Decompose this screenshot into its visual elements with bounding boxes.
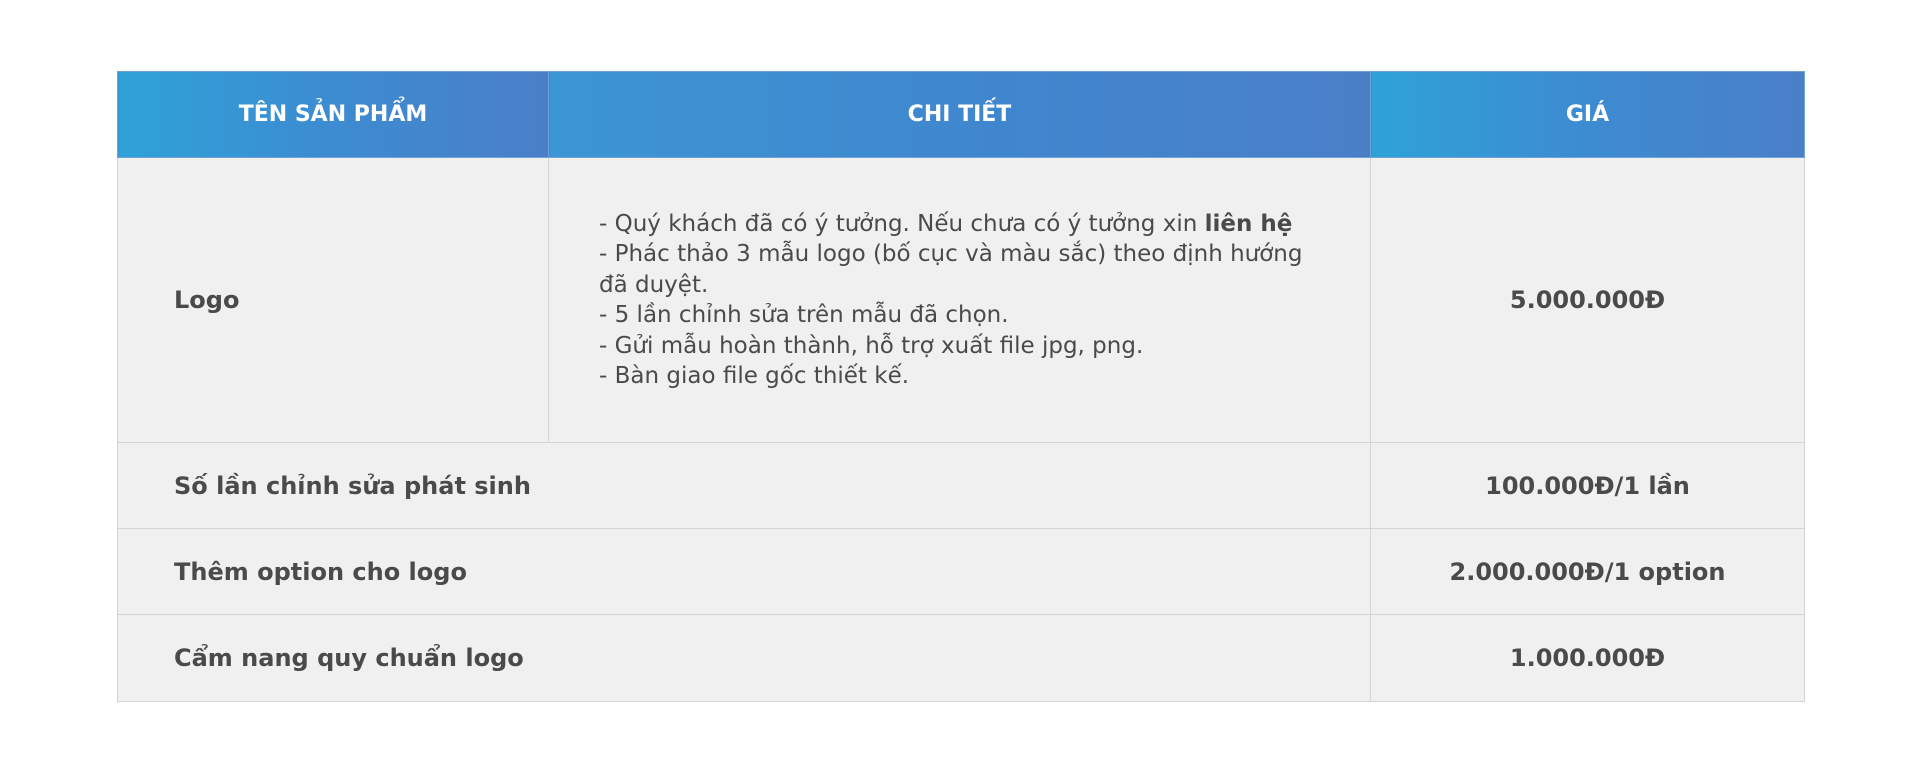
table-row-brand-guidelines [118, 615, 1805, 702]
price-brand-guidelines: 1.000.000Đ [1371, 615, 1805, 702]
header-details: CHI TIẾT [549, 72, 1371, 158]
table-header-row [118, 72, 1805, 158]
contact-link-text: liên hệ [1204, 210, 1293, 237]
table-row-extra-revisions [118, 443, 1805, 529]
detail-line-4: - Gửi mẫu hoàn thành, hỗ trợ xuất file jpg, png. [599, 332, 1144, 359]
header-product-name: TÊN SẢN PHẨM [118, 72, 549, 158]
product-name-extra-revisions: Số lần chỉnh sửa phát sinh [118, 443, 1371, 529]
table-row-logo-option [118, 529, 1805, 615]
product-name-logo-option: Thêm option cho logo [118, 529, 1371, 615]
detail-line-3: - 5 lần chỉnh sửa trên mẫu đã chọn. [599, 302, 1009, 328]
detail-line-5: - Bàn giao file gốc thiết kế. [599, 363, 910, 389]
price-extra-revisions: 100.000Đ/1 lần [1371, 443, 1805, 529]
table-row-logo [118, 158, 1805, 443]
detail-line-1 [599, 209, 1320, 240]
product-name-brand-guidelines: Cẩm nang quy chuẩn logo [118, 615, 1371, 702]
detail-line-2: - Phác thảo 3 mẫu logo (bố cục và màu sắc) theo định hướng đã duyệt. [599, 241, 1303, 298]
header-price: GIÁ [1371, 72, 1805, 158]
pricing-table [117, 71, 1805, 702]
detail-line-1-text: - Quý khách đã có ý tưởng. Nếu chưa có ý tưởng xin [599, 210, 1205, 237]
product-details-logo [549, 158, 1371, 443]
price-logo: 5.000.000Đ [1371, 158, 1805, 443]
product-name-logo: Logo [118, 158, 549, 443]
price-logo-option: 2.000.000Đ/1 option [1371, 529, 1805, 615]
